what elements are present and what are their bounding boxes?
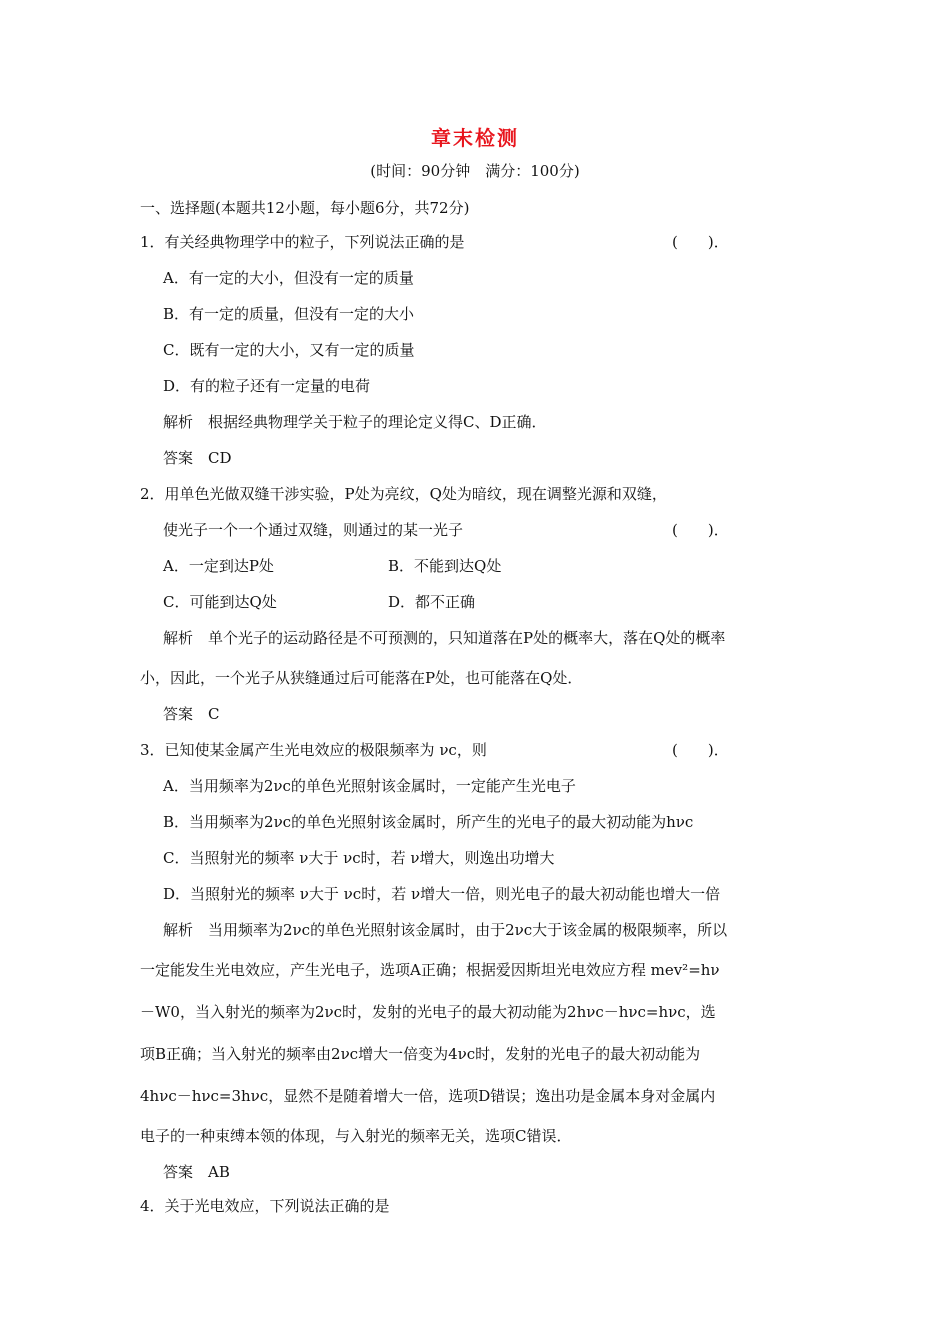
question-2-stem-line1: 2．用单色光做双缝干涉实验，P处为亮纹，Q处为暗纹，现在调整光源和双缝，: [140, 485, 667, 503]
question-1-answer: 答案 CD: [163, 449, 232, 467]
question-3-stem: 3．已知使某金属产生光电效应的极限频率为 νc，则: [140, 741, 487, 759]
question-1-option-a: A．有一定的大小，但没有一定的质量: [163, 269, 414, 287]
question-2-option-c: C．可能到达Q处: [163, 593, 277, 611]
question-3-paren: ( )．: [672, 741, 729, 759]
section-heading: 一、选择题(本题共12小题，每小题6分，共72分): [140, 199, 470, 217]
question-1-option-b: B．有一定的质量，但没有一定的大小: [163, 305, 415, 323]
question-2-option-a: A．一定到达P处: [163, 557, 274, 575]
question-3-option-b: B．当用频率为2νc的单色光照射该金属时，所产生的光电子的最大初动能为hνc: [163, 813, 694, 831]
question-3-option-c: C．当照射光的频率 ν大于 νc时，若 ν增大，则逸出功增大: [163, 849, 555, 867]
question-3-answer: 答案 AB: [163, 1163, 230, 1181]
question-2-paren: ( )．: [672, 521, 729, 539]
question-1-analysis: 解析 根据经典物理学关于粒子的理论定义得C、D正确．: [163, 413, 547, 431]
question-2-option-d: D．都不正确: [388, 593, 476, 611]
question-1-stem: 1．有关经典物理学中的粒子，下列说法正确的是: [140, 233, 465, 251]
question-2-answer: 答案 C: [163, 705, 220, 723]
question-3-option-d: D．当照射光的频率 ν大于 νc时，若 ν增大一倍，则光电子的最大初动能也增大一倍: [163, 885, 721, 903]
question-1-option-c: C．既有一定的大小，又有一定的质量: [163, 341, 415, 359]
question-2-analysis-line1: 解析 单个光子的运动路径是不可预测的，只知道落在P处的概率大，落在Q处的概率: [163, 629, 726, 647]
question-3-analysis-line3: －W0，当入射光的频率为2νc时，发射的光电子的最大初动能为2hνc－hνc=hνc，选: [140, 1003, 716, 1021]
question-3-analysis-line6: 电子的一种束缚本领的体现，与入射光的频率无关，选项C错误．: [140, 1127, 572, 1145]
question-2-option-b: B．不能到达Q处: [388, 557, 502, 575]
question-4-stem: 4．关于光电效应，下列说法正确的是: [140, 1197, 390, 1215]
question-3-option-a: A．当用频率为2νc的单色光照射该金属时，一定能产生光电子: [163, 777, 576, 795]
question-3-analysis-line2: 一定能发生光电效应，产生光电子，选项A正确；根据爱因斯坦光电效应方程 mev²=hν: [140, 961, 720, 979]
question-2-stem-line2: 使光子一个一个通过双缝，则通过的某一光子: [163, 521, 464, 539]
question-2-analysis-line2: 小，因此，一个光子从狭缝通过后可能落在P处，也可能落在Q处．: [140, 669, 583, 687]
question-1-option-d: D．有的粒子还有一定量的电荷: [163, 377, 371, 395]
exam-info: (时间：90分钟 满分：100分): [370, 162, 580, 180]
page-title: 章末检测: [431, 126, 519, 150]
question-3-analysis-line5: 4hνc－hνc=3hνc，显然不是随着增大一倍，选项D错误；逸出功是金属本身对金属内: [140, 1087, 716, 1105]
question-1-paren: ( )．: [672, 233, 729, 251]
question-3-analysis-line1: 解析 当用频率为2νc的单色光照射该金属时，由于2νc大于该金属的极限频率，所以: [163, 921, 728, 939]
question-3-analysis-line4: 项B正确；当入射光的频率由2νc增大一倍变为4νc时，发射的光电子的最大初动能为: [140, 1045, 701, 1063]
